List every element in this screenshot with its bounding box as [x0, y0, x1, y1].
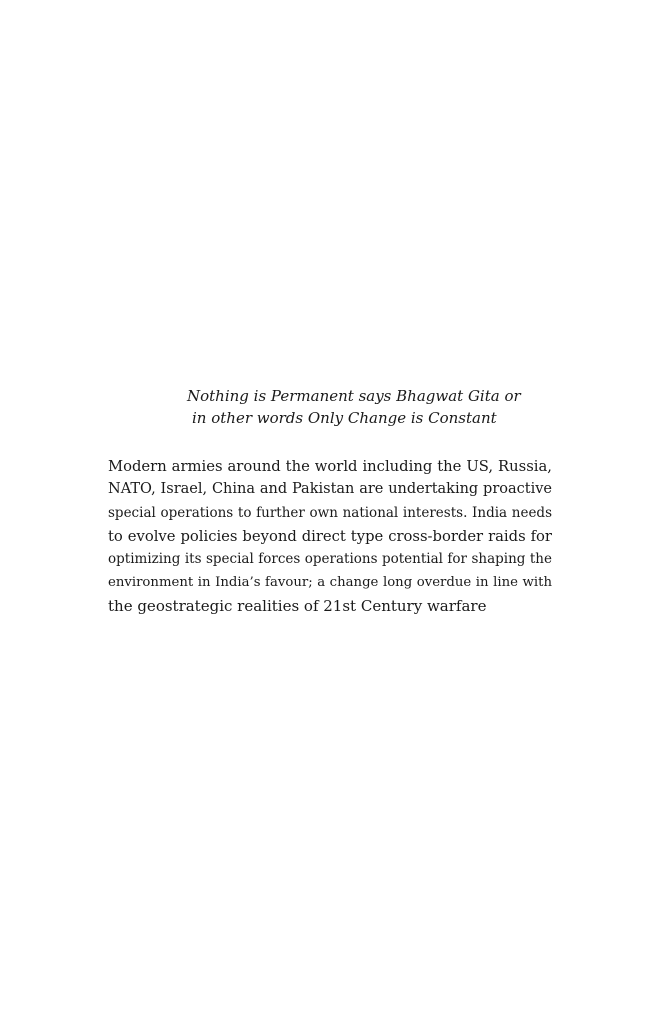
epigraph-line-2: in other words Only Change is Constant — [192, 409, 497, 427]
paragraph-line: to evolve policies beyond direct type cross-border raids for — [108, 527, 552, 545]
paragraph-line: special operations to further own national interests. India needs — [108, 504, 552, 521]
paragraph-line: the geostrategic realities of 21st Century warfare — [108, 596, 487, 615]
epigraph-line-1: Nothing is Permanent says Bhagwat Gita or — [187, 387, 521, 405]
paragraph-line: Modern armies around the world including the US, Russia, — [108, 458, 552, 475]
paragraph-line: environment in India’s favour; a change long overdue in line with — [108, 575, 552, 591]
paragraph-line: optimizing its special forces operations potential for shaping the — [108, 551, 552, 568]
body-paragraph — [108, 455, 552, 618]
epigraph — [0, 385, 660, 429]
paragraph-line: NATO, Israel, China and Pakistan are undertaking proactive — [108, 481, 552, 498]
